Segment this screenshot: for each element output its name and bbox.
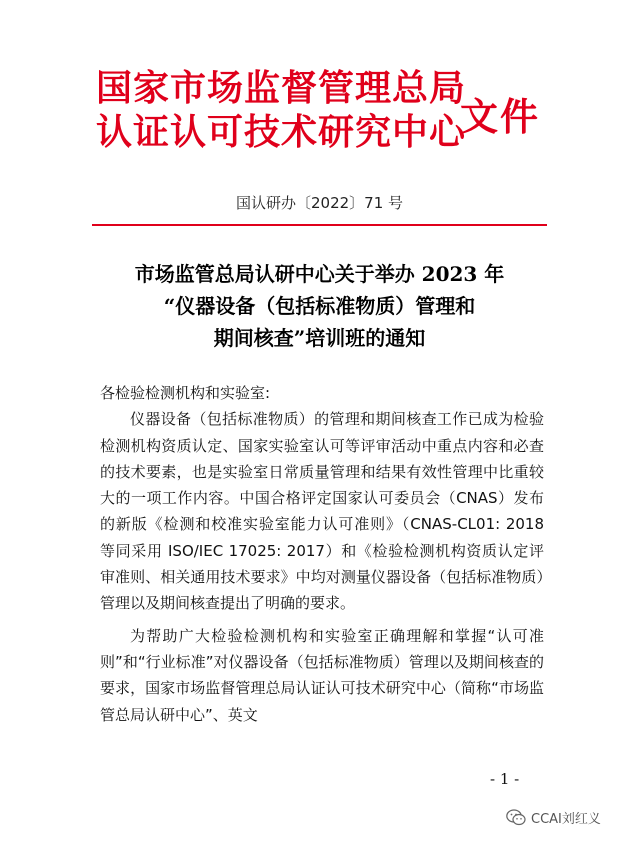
header-divider [92, 224, 547, 226]
document-number: 国认研办〔2022〕71 号 [235, 194, 404, 212]
document-label: 文件 [460, 94, 541, 139]
title-line-1: 市场监管总局认研中心关于举办 2023 年 [134, 262, 505, 286]
org-name-line-1: 国家市场监督管理总局 [96, 67, 467, 109]
issuing-organization [96, 66, 466, 154]
body-paragraph-2: 为帮助广大检验检测机构和实验室正确理解和掌握“认可准则”和“行业标准”对仪器设备（包括标准物质）管理以及期间核查的要求，国家市场监督管理总局认证认可技术研究中心（简称“市场监管总局认研中心”、英文 [100, 626, 544, 724]
org-name-line-2: 认证认可技术研究中心 [96, 111, 467, 153]
source-watermark [506, 808, 601, 827]
salutation: 各检验检测机构和实验室: [100, 384, 271, 402]
title-line-2: “仪器设备（包括标准物质）管理和 [163, 294, 476, 318]
notice-body [100, 380, 544, 728]
wechat-icon [506, 809, 526, 826]
title-line-3: 期间核查”培训班的通知 [213, 326, 426, 350]
body-paragraph-1: 仪器设备（包括标准物质）的管理和期间核查工作已成为检验检测机构资质认定、国家实验室认可等评审活动中重点内容和必查的技术要素，也是实验室日常质量管理和结果有效性管理中比重较大的一项工作内容。中国合格评定国家认可委员会（CNAS）发布的新版《检测和校准实验室能力认可准则》（CNAS-CL01: 2018 等同采用 ISO/IEC 17025: 2017）和《检验检测机构资质认定评审准则、相关通用技术要求》中均对测量仪器设备（包括标准物质）管理以及期间核查提出了明确的要求。 [100, 410, 544, 613]
notice-title [60, 258, 579, 354]
watermark-text: CCAI刘红义 [531, 812, 601, 827]
page-number: - 1 - [490, 770, 520, 788]
